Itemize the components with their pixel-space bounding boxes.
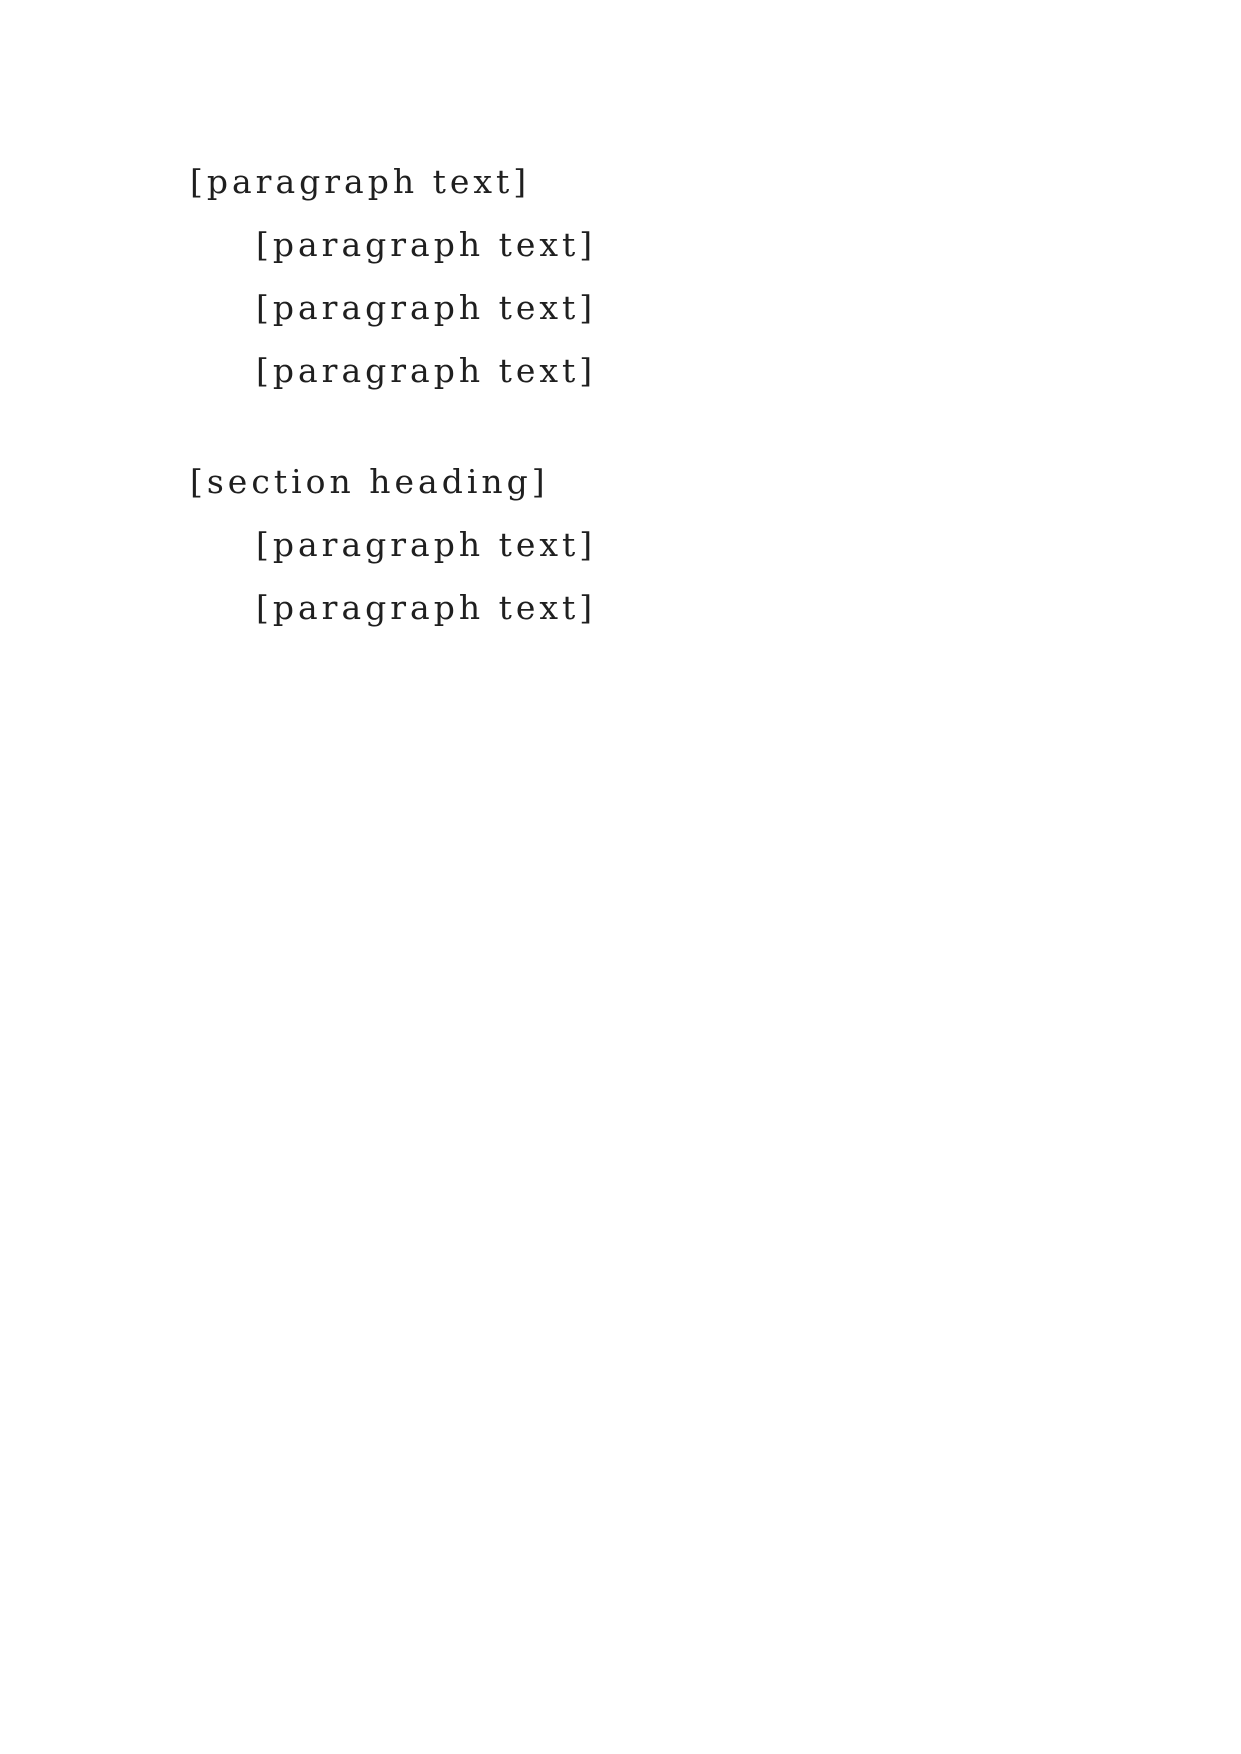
body-paragraph: [paragraph text]: [256, 288, 597, 327]
body-paragraph: [paragraph text]: [190, 162, 531, 201]
body-paragraph: [paragraph text]: [256, 225, 597, 264]
body-paragraph: [paragraph text]: [256, 351, 597, 390]
body-paragraph: [paragraph text]: [256, 588, 597, 627]
section-heading: [section heading]: [190, 462, 549, 501]
body-paragraph: [paragraph text]: [256, 525, 597, 564]
